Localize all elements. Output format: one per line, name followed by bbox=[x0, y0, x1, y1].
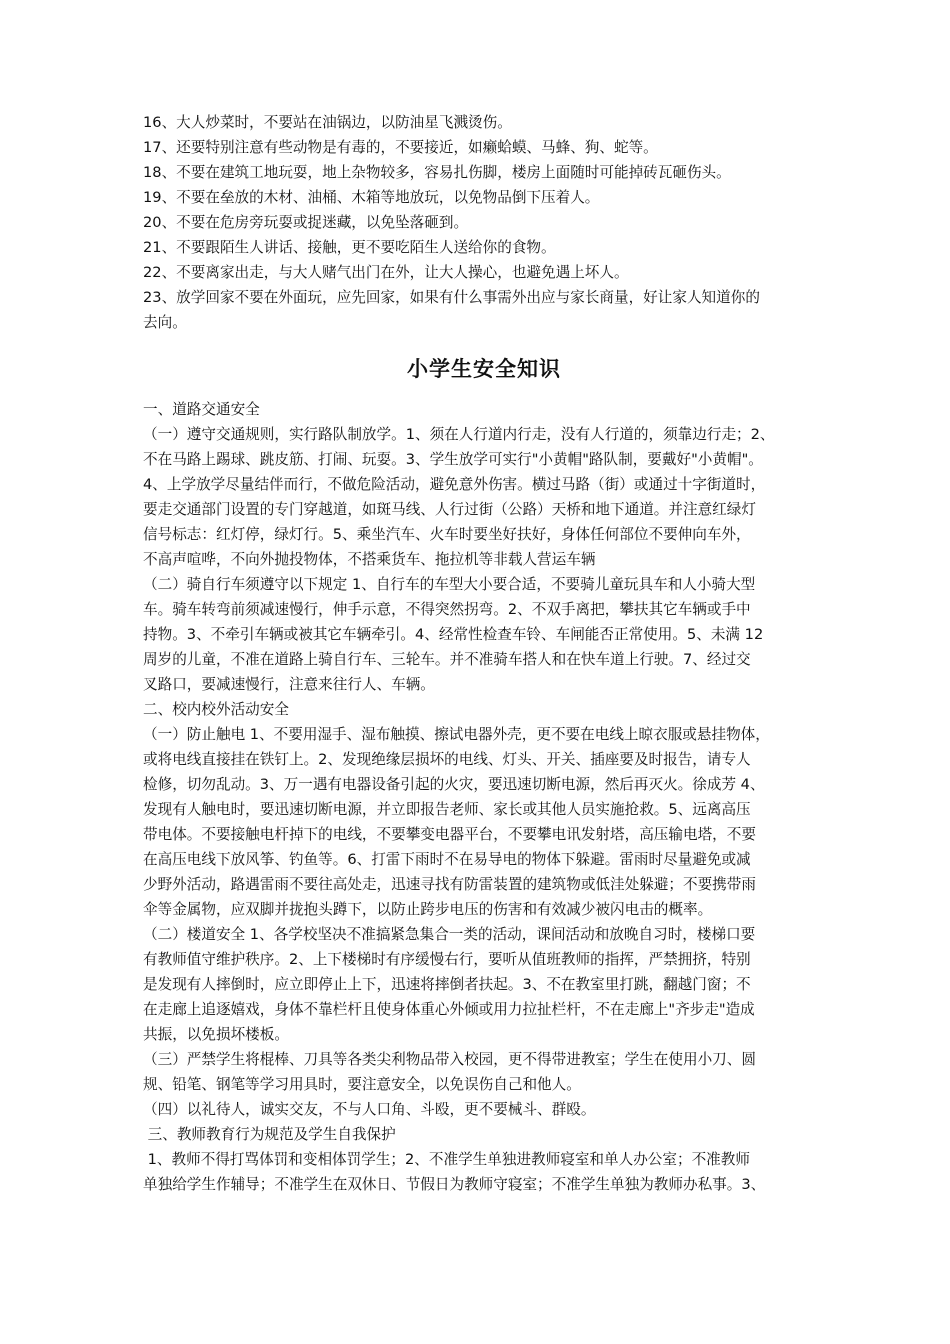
body-line: 在走廊上追逐嬉戏，身体不靠栏杆且使身体重心外倾或用力拉扯栏杆，不在走廊上"齐步走"造成 bbox=[143, 1001, 755, 1018]
section-heading: 二、校内校外活动安全 bbox=[143, 701, 289, 718]
body-line: 有教师值守维护秩序。2、上下楼梯时有序缓慢右行，要听从值班教师的指挥，严禁拥挤，特别 bbox=[143, 951, 751, 968]
body-line: 单独给学生作辅导；不准学生在双休日、节假日为教师守寝室；不准学生单独为教师办私事。3、 bbox=[143, 1176, 766, 1193]
body-line: 规、铅笔、钢笔等学习用具时，要注意安全，以免误伤自己和他人。 bbox=[143, 1076, 581, 1093]
document-title: 小学生安全知识 bbox=[407, 357, 561, 381]
body-line: 或将电线直接挂在铁钉上。2、发现绝缘层损坏的电线、灯头、开关、插座要及时报告，请专人 bbox=[143, 751, 751, 768]
body-line: 带电体。不要接触电杆掉下的电线，不要攀变电器平台，不要攀电讯发射塔，高压输电塔，不要 bbox=[143, 826, 756, 843]
body-line: 发现有人触电时，要迅速切断电源，并立即报告老师、家长或其他人员实施抢救。5、远离高压 bbox=[143, 801, 751, 818]
body-line: （一）遵守交通规则，实行路队制放学。1、须在人行道内行走，没有人行道的，须靠边行走；2、 bbox=[143, 426, 775, 443]
body-line: （三）严禁学生将棍棒、刀具等各类尖利物品带入校园，更不得带进教室；学生在使用小刀、圆 bbox=[143, 1051, 756, 1068]
body-line: 在高压电线下放风筝、钓鱼等。6、打雷下雨时不在易导电的物体下躲避。雷雨时尽量避免或减 bbox=[143, 851, 751, 868]
body-line: 信号标志：红灯停，绿灯行。5、乘坐汽车、火车时要坐好扶好，身体任何部位不要伸向车外， bbox=[143, 526, 751, 543]
body-line: 共振，以免损坏楼板。 bbox=[143, 1026, 289, 1043]
body-line: 车。骑车转弯前须减速慢行，伸手示意，不得突然拐弯。2、不双手离把，攀扶其它车辆或手中 bbox=[143, 601, 751, 618]
list-item: 23、放学回家不要在外面玩，应先回家，如果有什么事需外出应与家长商量，好让家人知道你的 bbox=[143, 289, 760, 306]
body-line: 4、上学放学尽量结伴而行，不做危险活动，避免意外伤害。横过马路（街）或通过十字街道时， bbox=[143, 476, 766, 493]
top-list bbox=[143, 110, 825, 335]
list-item: 22、不要离家出走，与大人赌气出门在外，让大人操心，也避免遇上坏人。 bbox=[143, 264, 629, 281]
body-line: 持物。3、不牵引车辆或被其它车辆牵引。4、经常性检查车铃、车闸能否正常使用。5、未满 12 bbox=[143, 626, 764, 643]
body-line: 周岁的儿童，不准在道路上骑自行车、三轮车。并不准骑车搭人和在快车道上行驶。7、经过交 bbox=[143, 651, 751, 668]
body-line: 伞等金属物，应双脚并拢抱头蹲下，以防止跨步电压的伤害和有效减少被闪电击的概率。 bbox=[143, 901, 713, 918]
list-item: 17、还要特别注意有些动物是有毒的，不要接近，如癞蛤蟆、马蜂、狗、蛇等。 bbox=[143, 139, 658, 156]
list-item: 去向。 bbox=[143, 314, 187, 331]
section-heading: 三、教师教育行为规范及学生自我保护 bbox=[143, 1126, 396, 1143]
body-line: 检修，切勿乱动。3、万一遇有电器设备引起的火灾，要迅速切断电源，然后再灭火。徐成芳 4、 bbox=[143, 776, 765, 793]
document-body bbox=[143, 397, 825, 1197]
list-item: 21、不要跟陌生人讲话、接触，更不要吃陌生人送给你的食物。 bbox=[143, 239, 556, 256]
body-line: 少野外活动，路遇雷雨不要往高处走，迅速寻找有防雷装置的建筑物或低洼处躲避；不要携带雨 bbox=[143, 876, 756, 893]
body-line: （一）防止触电 1、不要用湿手、湿布触摸、擦试电器外壳，更不要在电线上晾衣服或悬挂物体， bbox=[143, 726, 770, 743]
document-page bbox=[143, 110, 825, 1197]
body-line: 1、教师不得打骂体罚和变相体罚学生；2、不准学生单独进教师寝室和单人办公室；不准教师 bbox=[143, 1151, 750, 1168]
body-line: 不在马路上踢球、跳皮筋、打闹、玩耍。3、学生放学可实行"小黄帽"路队制，要戴好"小黄帽"。 bbox=[143, 451, 763, 468]
list-item: 20、不要在危房旁玩耍或捉迷藏，以免坠落砸到。 bbox=[143, 214, 469, 231]
body-line: （四）以礼待人，诚实交友，不与人口角、斗殴，更不要械斗、群殴。 bbox=[143, 1101, 596, 1118]
body-line: 不高声喧哗，不向外抛投物体，不搭乘货车、拖拉机等非载人营运车辆 bbox=[143, 551, 596, 568]
body-line: 叉路口，要减速慢行，注意来往行人、车辆。 bbox=[143, 676, 435, 693]
list-item: 16、大人炒菜时，不要站在油锅边，以防油星飞溅烫伤。 bbox=[143, 114, 512, 131]
section-heading: 一、道路交通安全 bbox=[143, 401, 260, 418]
list-item: 18、不要在建筑工地玩耍，地上杂物较多，容易扎伤脚，楼房上面随时可能掉砖瓦砸伤头。 bbox=[143, 164, 731, 181]
body-line: （二）楼道安全 1、各学校坚决不准搞紧急集合一类的活动，课间活动和放晚自习时，楼梯口要 bbox=[143, 926, 756, 943]
list-item: 19、不要在垒放的木材、油桶、木箱等地放玩，以免物品倒下压着人。 bbox=[143, 189, 600, 206]
body-line: （二）骑自行车须遵守以下规定 1、自行车的车型大小要合适，不要骑儿童玩具车和人小骑大型 bbox=[143, 576, 756, 593]
body-line: 是发现有人摔倒时，应立即停止上下，迅速将摔倒者扶起。3、不在教室里打跳，翻越门窗；不 bbox=[143, 976, 751, 993]
body-line: 要走交通部门设置的专门穿越道，如斑马线、人行过街（公路）天桥和地下通道。并注意红绿灯 bbox=[143, 501, 756, 518]
